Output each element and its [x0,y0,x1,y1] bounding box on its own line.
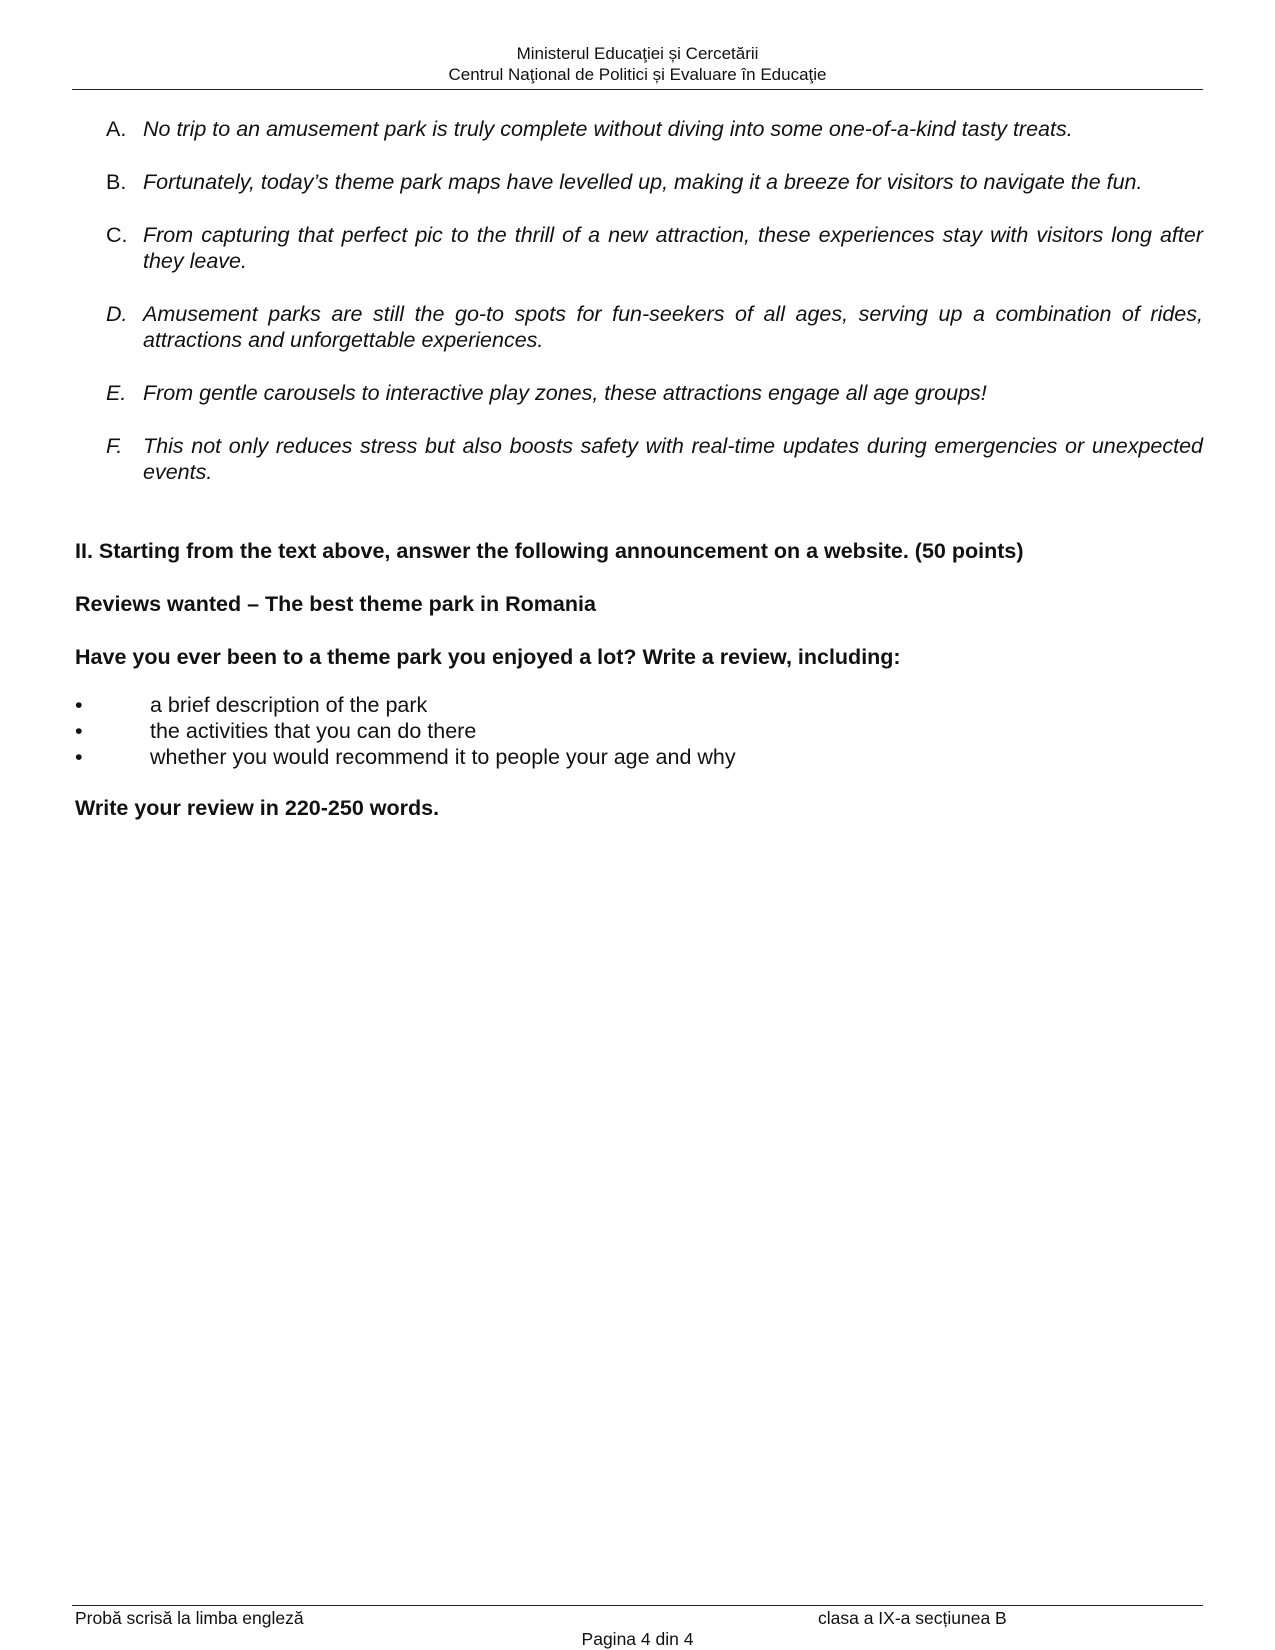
bullet-icon: • [75,719,83,743]
list-item [75,718,1203,744]
list-item [75,692,1203,718]
page-number: Pagina 4 din 4 [581,1629,694,1649]
option-text: No trip to an amusement park is truly complete without diving into some one-of-a-kind tasty treats. [143,117,1073,141]
footer-class-section: clasa a IX-a secțiunea B [818,1608,1007,1628]
task-bullets [75,692,1203,770]
option-b [72,169,1203,195]
option-text: From capturing that perfect pic to the thrill of a new attraction, these experiences stay with visitors long after they leave. [143,223,1203,273]
option-text: Amusement parks are still the go-to spots for fun-seekers of all ages, serving up a combination of rides, attractions and unforgettable experiences. [143,302,1203,352]
bullet-icon: • [75,693,83,717]
option-letter: C. [106,223,128,247]
bullet-text: whether you would recommend it to people your age and why [150,745,736,769]
option-text: From gentle carousels to interactive play zones, these attractions engage all age groups! [143,381,987,405]
option-letter: D. [106,302,128,326]
footer-divider [72,1605,1203,1606]
footer-exam-name: Probă scrisă la limba engleză [75,1608,304,1628]
bullet-text: the activities that you can do there [150,719,477,743]
option-letter: A. [106,117,127,141]
option-letter: E. [106,381,127,405]
option-e [72,380,1203,406]
option-letter: F. [106,434,123,458]
option-c [72,222,1203,274]
option-text: This not only reduces stress but also boosts safety with real-time updates during emergencies or unexpected events. [143,434,1203,484]
header-line-2: Centrul Naţional de Politici și Evaluare în Educaţie [448,65,827,84]
task-question: Have you ever been to a theme park you enjoyed a lot? Write a review, including: [75,645,901,669]
writing-task [75,538,1203,821]
option-letter: B. [106,170,127,194]
bullet-text: a brief description of the park [150,693,428,717]
header-divider [72,89,1203,90]
task-word-count: Write your review in 220-250 words. [75,796,440,820]
option-d [72,301,1203,353]
option-a [72,116,1203,142]
task-heading: II. Starting from the text above, answer the following announcement on a website. (50 points) [75,539,1024,563]
bullet-icon: • [75,745,83,769]
options-list [72,116,1203,512]
list-item [75,744,1203,770]
option-f [72,433,1203,485]
header-line-1: Ministerul Educaţiei și Cercetării [516,44,759,63]
task-subheading: Reviews wanted – The best theme park in Romania [75,592,596,616]
option-text: Fortunately, today’s theme park maps have levelled up, making it a breeze for visitors to navigate the fun. [143,170,1143,194]
page-header [72,43,1203,85]
